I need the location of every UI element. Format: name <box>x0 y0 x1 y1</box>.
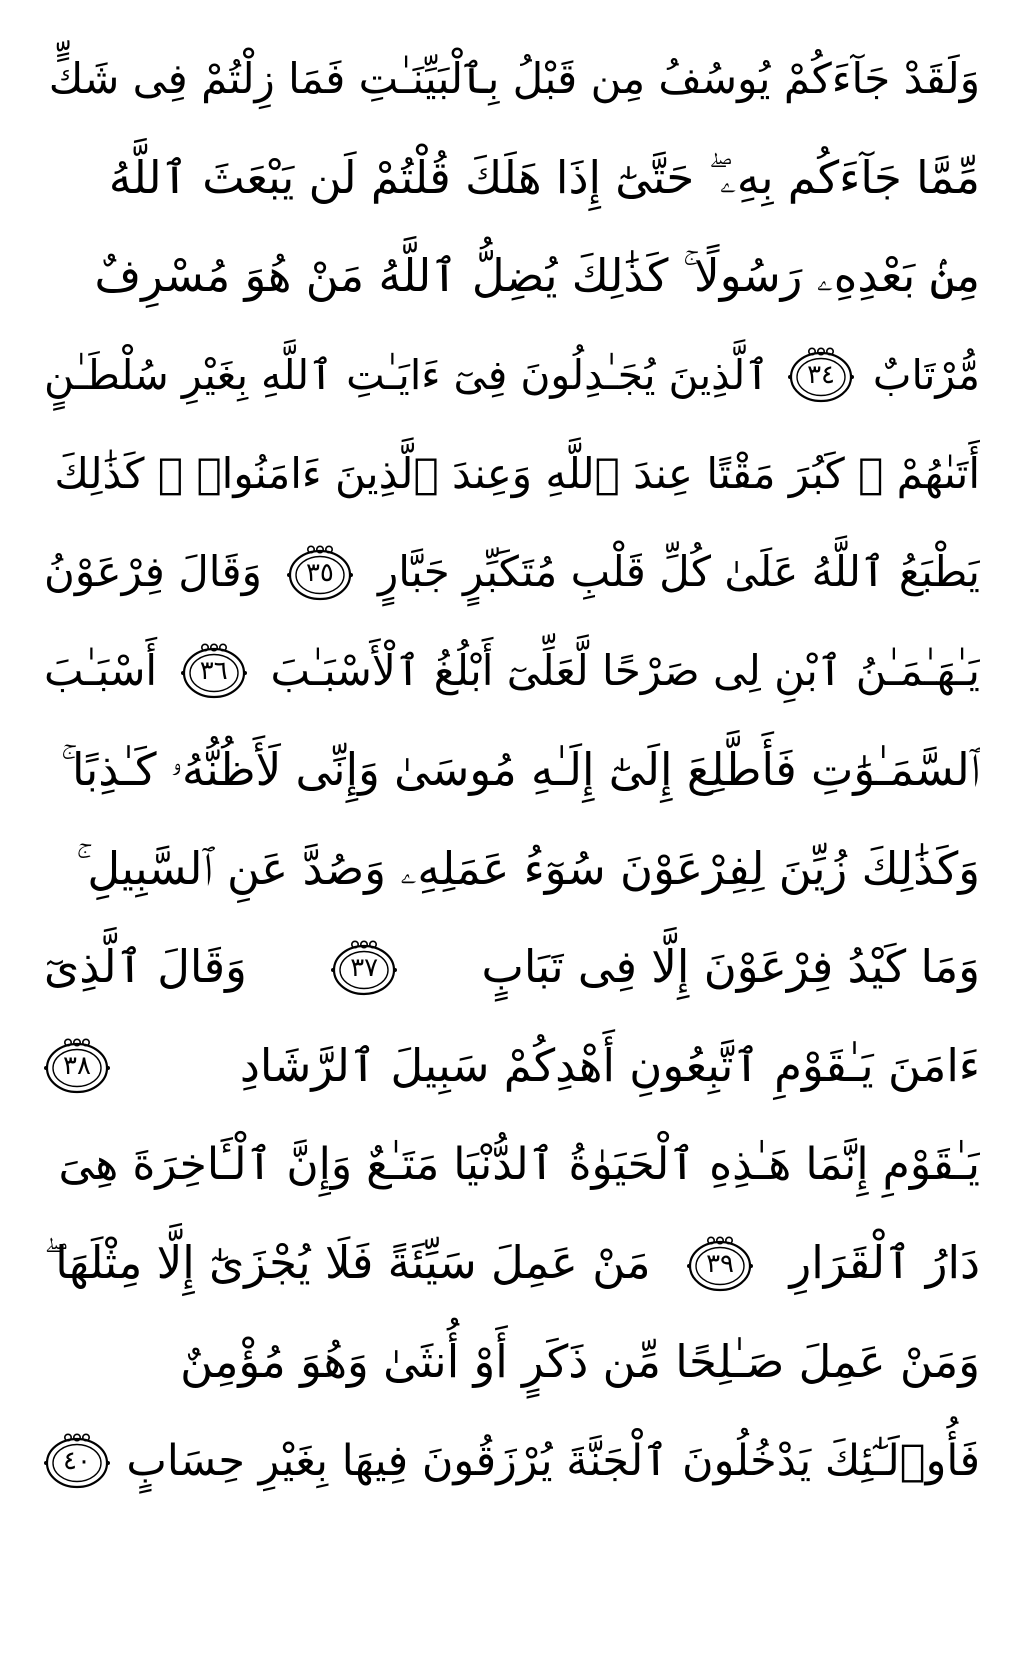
verse-line <box>44 129 980 228</box>
verse-text: ٱلسَّمَـٰوَٰتِ فَأَطَّلِعَ إِلَىٰٓ إِلَـٰهِ مُوسَىٰ وَإِنِّى لَأَظُنُّهُۥ كَـٰذِبًا ۚ <box>60 742 980 796</box>
ayah-number-marker <box>687 1235 753 1293</box>
verse-text: مَنْ عَمِلَ سَيِّئَةً فَلَا يُجْزَىٰٓ إِلَّا مِثْلَهَا ۖ <box>44 1236 651 1290</box>
ayah-number-marker <box>44 1432 110 1490</box>
verse-text: ءَامَنَ يَـٰقَوْمِ ٱتَّبِعُونِ أَهْدِكُمْ سَبِيلَ ٱلرَّشَادِ <box>239 1038 980 1092</box>
ayah-number: ٣٧ <box>350 952 379 983</box>
verse-text: مِّمَّا جَآءَكُم بِهِۦ ۖ حَتَّىٰٓ إِذَا هَلَكَ قُلْتُمْ لَن يَبْعَثَ ٱللَّهُ <box>108 150 980 204</box>
ayah-number: ٣٨ <box>63 1051 91 1082</box>
verse-text: يَطْبَعُ ٱللَّهُ عَلَىٰ كُلِّ قَلْبِ مُتَكَبِّرٍ جَبَّارٍ <box>377 547 980 597</box>
verse-line <box>44 918 980 1017</box>
verse-line <box>44 1412 980 1511</box>
ayah-number: ٣٦ <box>199 656 228 687</box>
ayah-number: ٣٩ <box>706 1248 735 1279</box>
verse-line <box>44 227 980 326</box>
ayah-number-marker <box>331 939 397 997</box>
ayah-number: ٤٠ <box>63 1445 91 1476</box>
verse-line <box>44 1214 980 1313</box>
verse-line <box>44 1116 980 1215</box>
ayah-number-marker <box>287 544 353 602</box>
verse-line <box>44 425 980 524</box>
verse-text: فَأُو۟لَـٰٓئِكَ يَدْخُلُونَ ٱلْجَنَّةَ يُرْزَقُونَ فِيهَا بِغَيْرِ حِسَابٍ <box>126 1435 980 1486</box>
verse-text: وَمَنْ عَمِلَ صَـٰلِحًا مِّن ذَكَرٍ أَوْ أُنثَىٰ وَهُوَ مُؤْمِنٌ <box>180 1334 980 1388</box>
verse-line <box>44 721 980 820</box>
verse-line <box>44 523 980 622</box>
ayah-number: ٣٥ <box>305 557 334 588</box>
verse-line <box>44 820 980 919</box>
ayah-number-marker <box>44 1037 110 1095</box>
verse-text: وَقَالَ فِرْعَوْنُ <box>44 547 262 597</box>
verse-text: وَقَالَ ٱلَّذِىٓ <box>44 940 247 994</box>
verse-text: مُّرْتَابٌ <box>872 351 980 400</box>
verse-line <box>44 30 980 129</box>
ayah-number: ٣٤ <box>807 360 836 391</box>
verse-text: أَسْبَـٰبَ <box>44 646 158 696</box>
verse-text: وَكَذَٰلِكَ زُيِّنَ لِفِرْعَوْنَ سُوٓءُ عَمَلِهِۦ وَصُدَّ عَنِ ٱلسَّبِيلِ ۚ <box>76 841 980 895</box>
verse-text: يَـٰهَـٰمَـٰنُ ٱبْنِ لِى صَرْحًا لَّعَلِّىٓ أَبْلُغُ ٱلْأَسْبَـٰبَ <box>270 646 980 696</box>
verse-line <box>44 622 980 721</box>
verse-text: دَارُ ٱلْقَرَارِ <box>789 1236 980 1290</box>
verse-text: وَمَا كَيْدُ فِرْعَوْنَ إِلَّا فِى تَبَابٍ <box>481 940 980 994</box>
verse-text: ٱلَّذِينَ يُجَـٰدِلُونَ فِىٓ ءَايَـٰتِ ٱللَّهِ بِغَيْرِ سُلْطَـٰنٍ <box>44 351 770 400</box>
verse-text: أَتَىٰهُمْ ۖ كَبُرَ مَقْتًا عِندَ ٱللَّهِ وَعِندَ ٱلَّذِينَ ءَامَنُوا۟ ۚ كَذَٰلِكَ <box>54 448 980 498</box>
verse-text: مِنۢ بَعْدِهِۦ رَسُولًا ۚ كَذَٰلِكَ يُضِلُّ ٱللَّهُ مَنْ هُوَ مُسْرِفٌ <box>94 249 980 303</box>
ayah-number-marker <box>181 642 247 700</box>
verse-line <box>44 1313 980 1412</box>
verse-line <box>44 326 980 425</box>
verse-text: وَلَقَدْ جَآءَكُمْ يُوسُفُ مِن قَبْلُ بِٱلْبَيِّنَـٰتِ فَمَا زِلْتُمْ فِى شَكٍّ <box>48 54 980 103</box>
verse-line <box>44 1017 980 1116</box>
verse-text: يَـٰقَوْمِ إِنَّمَا هَـٰذِهِ ٱلْحَيَوٰةُ ٱلدُّنْيَا مَتَـٰعٌ وَإِنَّ ٱلْـَٔاخِرَةَ هِىَ <box>58 1138 980 1190</box>
ayah-number-marker <box>788 346 854 404</box>
